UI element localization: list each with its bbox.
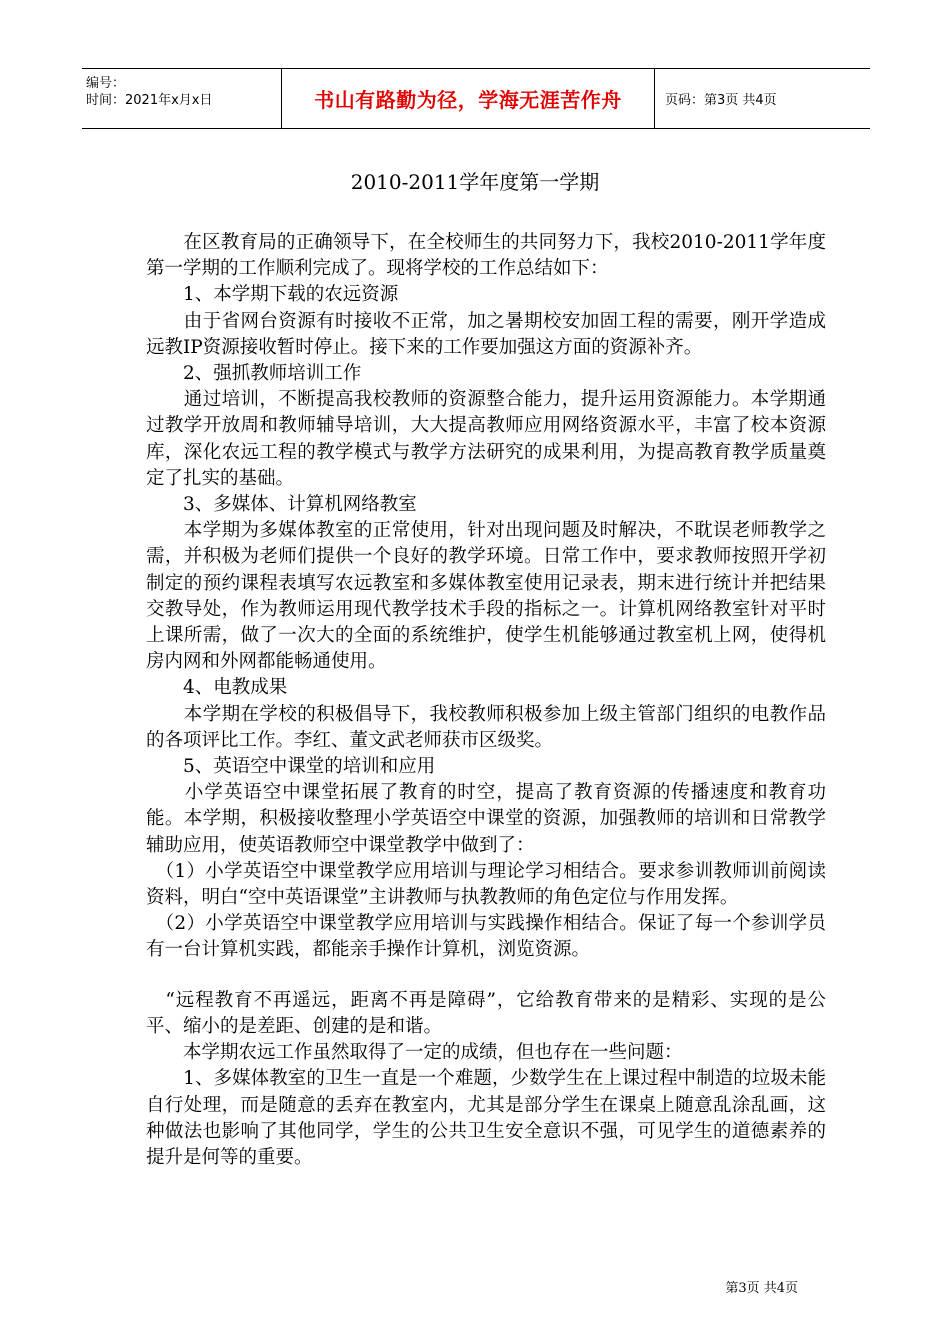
document-title: 2010-2011学年度第一学期 (350, 170, 600, 194)
paragraph-quote: “远程教育不再遥远，距离不再是障碍”，它给教育带来的是精彩、实现的是公平、缩小的是差距、创建的是和谐。 (146, 989, 826, 1037)
paragraph-intro: 在区教育局的正确领导下，在全校师生的共同努力下，我校2010-2011学年度第一学期的工作顺利完成了。现将学校的工作总结如下： (146, 232, 826, 280)
section-heading-1: 1、本学期下载的农远资源 (146, 284, 399, 306)
time-label: 时间：2021年x月x日 (86, 93, 213, 108)
document-body (146, 230, 826, 1171)
header-motto: 书山有路勤为径，学海无涯苦作舟 (281, 69, 655, 128)
section-heading-5: 5、英语空中课堂的培训和应用 (146, 756, 436, 778)
blank-line (146, 964, 826, 988)
list-item: （2）小学英语空中课堂教学应用培训与实践操作相结合。保证了每一个参训学员有一台计算机实践，都能亲手操作计算机，浏览资源。 (146, 913, 826, 961)
header-page-label: 页码：第3页 共4页 (665, 93, 777, 108)
page-header (82, 68, 870, 129)
paragraph: 1、多媒体教室的卫生一直是一个难题，少数学生在上课过程中制造的垃圾未能自行处理，而是随意的丢弃在教室内，尤其是部分学生在课桌上随意乱涂乱画，这种做法也影响了其他同学，学生的公共卫生安全意识不强，可见学生的道德素养的提升是何等的重要。 (146, 1068, 826, 1168)
page-footer: 第3页 共4页 (725, 1281, 798, 1296)
section-heading-3: 3、多媒体、计算机网络教室 (146, 494, 417, 516)
paragraph: 本学期农远工作虽然取得了一定的成绩，但也存在一些问题： (146, 1042, 683, 1064)
paragraph: 小学英语空中课堂拓展了教育的时空，提高了教育资源的传播速度和教育功能。本学期，积极接收整理小学英语空中课堂的资源，加强教师的培训和日常教学辅助应用，使英语教师空中课堂教学中做到了： (146, 782, 826, 856)
paragraph: 本学期在学校的积极倡导下，我校教师积极参加上级主管部门组织的电教作品的各项评比工作。李红、董文武老师获市区级奖。 (146, 703, 826, 751)
section-heading-2: 2、强抓教师培训工作 (146, 363, 362, 385)
header-meta (82, 69, 281, 128)
section-heading-4: 4、电教成果 (146, 677, 288, 699)
paragraph: 由于省网台资源有时接收不正常，加之暑期校安加固工程的需要，刚开学造成远教IP资源接收暂时停止。接下来的工作要加强这方面的资源补齐。 (146, 310, 826, 358)
number-label: 编号： (86, 76, 126, 91)
list-item: （1）小学英语空中课堂教学应用培训与理论学习相结合。要求参训教师训前阅读资料，明白“空中英语课堂”主讲教师与执教教师的角色定位与作用发挥。 (146, 860, 826, 909)
paragraph: 本学期为多媒体教室的正常使用，针对出现问题及时解决，不耽误老师教学之需，并积极为老师们提供一个良好的教学环境。日常工作中，要求教师按照开学初制定的预约课程表填写农远教室和多媒体教室使用记录表，期末进行统计并把结果交教导处，作为教师运用现代教学技术手段的指标之一。计算机网络教室针对平时上课所需，做了一次大的全面的系统维护，使学生机能够通过教室机上网，使得机房内网和外网都能畅通使用。 (146, 520, 826, 673)
paragraph: 通过培训，不断提高我校教师的资源整合能力，提升运用资源能力。本学期通过教学开放周和教师辅导培训，大大提高教师应用网络资源水平，丰富了校本资源库，深化农远工程的教学模式与教学方法研究的成果利用，为提高教育教学质量奠定了扎实的基础。 (146, 389, 826, 489)
